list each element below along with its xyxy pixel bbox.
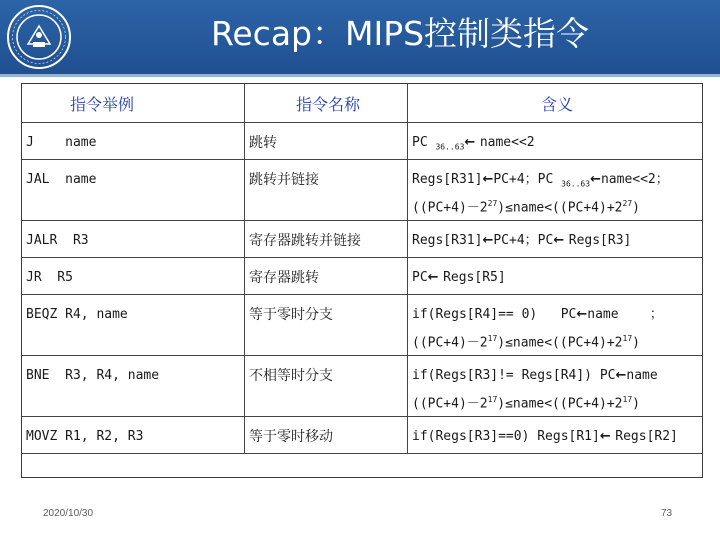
table-body	[22, 123, 702, 454]
left-arrow-icon: ←	[427, 270, 444, 285]
instruction-example: JAL name	[26, 172, 97, 187]
exponent-superscript: 17	[622, 395, 633, 404]
column-header-example: 指令举例	[22, 84, 245, 123]
table-row	[22, 417, 702, 454]
meaning-text: name	[626, 368, 658, 383]
left-arrow-icon: ←	[482, 233, 494, 248]
instruction-meaning-cell	[408, 160, 703, 221]
meaning-text: )≤name<((PC+4)+2	[497, 335, 623, 351]
meaning-text: PC	[412, 270, 428, 285]
left-arrow-icon: ←	[482, 172, 494, 187]
left-arrow-icon: ←	[615, 368, 627, 383]
table-row	[22, 160, 702, 221]
instruction-name-cell	[245, 160, 408, 221]
meaning-line	[412, 131, 702, 155]
meaning-line	[412, 168, 702, 192]
instruction-name: 等于零时分支	[249, 307, 333, 323]
instruction-name-cell	[245, 417, 408, 454]
left-arrow-icon: ←	[576, 307, 588, 322]
table-row	[22, 221, 702, 258]
instruction-name: 寄存器跳转	[249, 270, 319, 286]
instruction-example: BEQZ R4, name	[26, 307, 128, 322]
instruction-example-cell	[22, 221, 245, 258]
meaning-line	[412, 425, 702, 449]
instruction-name-cell	[245, 356, 408, 417]
meaning-text: if(Regs[R3]==0) Regs[R1]	[412, 429, 600, 444]
slide-title: Recap：MIPS控制类指令	[210, 14, 590, 53]
meaning-text: name<<2；	[600, 172, 669, 187]
table-row	[22, 123, 702, 160]
meaning-text: )≤name<((PC+4)+2	[497, 396, 623, 412]
meaning-text: ((PC+4)－2	[412, 200, 488, 216]
instruction-example: J name	[26, 135, 97, 150]
meaning-text: Regs[R5]	[443, 270, 506, 285]
instruction-example-cell	[22, 160, 245, 221]
meaning-text: if(Regs[R3]!= Regs[R4]) PC	[412, 368, 616, 383]
instruction-meaning-cell	[408, 221, 703, 258]
meaning-line	[412, 229, 702, 253]
meaning-text: name ；	[587, 307, 663, 322]
instruction-meaning-cell	[408, 295, 703, 356]
meaning-text: )	[632, 335, 640, 351]
header-divider	[0, 74, 720, 77]
exponent-superscript: 17	[487, 334, 498, 343]
exponent-superscript: 17	[487, 395, 498, 404]
instruction-example: JR R5	[26, 270, 73, 285]
instruction-example: JALR R3	[26, 233, 89, 248]
meaning-text: name<<2	[479, 135, 535, 150]
meaning-line	[412, 303, 702, 327]
instruction-meaning-cell	[408, 123, 703, 160]
meaning-line	[412, 364, 702, 388]
meaning-text: ((PC+4)－2	[412, 396, 488, 412]
table-header-row	[22, 84, 702, 123]
instruction-meaning-cell	[408, 258, 703, 295]
instruction-name-cell	[245, 258, 408, 295]
instruction-table	[21, 83, 703, 478]
table-row	[22, 258, 702, 295]
meaning-text: PC+4；PC	[493, 172, 562, 187]
instruction-example-cell	[22, 417, 245, 454]
instruction-name-cell	[245, 295, 408, 356]
bit-range-subscript: 36..63	[435, 142, 465, 152]
meaning-text: )	[632, 396, 640, 412]
instruction-name: 不相等时分支	[249, 368, 333, 384]
university-seal-icon	[6, 4, 72, 70]
column-header-meaning: 含义	[408, 84, 703, 123]
slide-page-number: 73	[661, 508, 673, 519]
instruction-example: MOVZ R1, R2, R3	[26, 429, 144, 444]
meaning-line	[412, 192, 702, 216]
exponent-superscript: 27	[622, 199, 633, 208]
instruction-example-cell	[22, 123, 245, 160]
meaning-line	[412, 266, 702, 290]
instruction-meaning-cell	[408, 356, 703, 417]
column-header-name: 指令名称	[245, 84, 408, 123]
instruction-name-cell	[245, 221, 408, 258]
exponent-superscript: 17	[622, 334, 633, 343]
left-arrow-icon: ←	[599, 429, 616, 444]
instruction-example-cell	[22, 258, 245, 295]
table-row	[22, 295, 702, 356]
meaning-text: PC	[412, 135, 436, 150]
meaning-text: )≤name<((PC+4)+2	[497, 200, 623, 216]
meaning-text: PC+4；PC	[493, 233, 554, 248]
instruction-name: 跳转并链接	[249, 172, 319, 188]
instruction-example: BNE R3, R4, name	[26, 368, 160, 383]
instruction-name-cell	[245, 123, 408, 160]
meaning-text: Regs[R31]	[412, 233, 483, 248]
instruction-name: 等于零时移动	[249, 429, 333, 445]
meaning-text: ((PC+4)－2	[412, 335, 488, 351]
meaning-text: Regs[R3]	[568, 233, 632, 248]
meaning-text: Regs[R31]	[412, 172, 483, 187]
instruction-example-cell	[22, 356, 245, 417]
left-arrow-icon: ←	[464, 135, 480, 150]
instruction-meaning-cell	[408, 417, 703, 454]
slide-date: 2020/10/30	[43, 508, 94, 519]
meaning-line	[412, 388, 702, 412]
left-arrow-icon: ←	[553, 233, 569, 248]
meaning-text: if(Regs[R4]== 0) PC	[412, 307, 577, 322]
table-row	[22, 356, 702, 417]
meaning-text: Regs[R2]	[615, 429, 678, 444]
slide-header	[0, 0, 720, 76]
instruction-name: 寄存器跳转并链接	[249, 233, 361, 249]
meaning-text: )	[632, 200, 640, 216]
exponent-superscript: 27	[487, 199, 498, 208]
instruction-example-cell	[22, 295, 245, 356]
bit-range-subscript: 36..63	[561, 179, 591, 189]
instruction-name: 跳转	[249, 135, 277, 151]
left-arrow-icon: ←	[590, 172, 601, 187]
meaning-line	[412, 327, 702, 351]
